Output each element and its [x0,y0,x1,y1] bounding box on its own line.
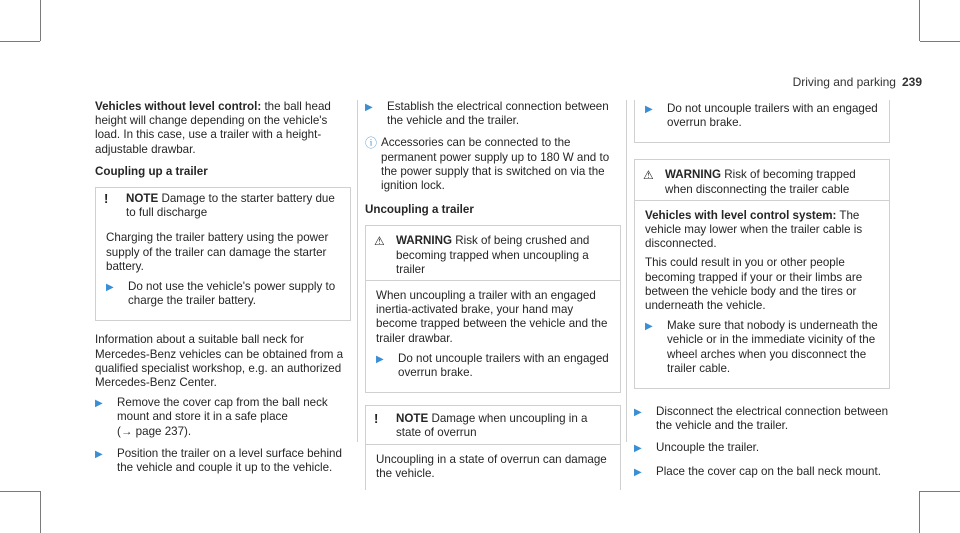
info-text: Accessories can be connected to the permanent power supply up to 180 W and to the power supply that is switched on via the ignition lock. [381,136,610,193]
step-item [634,405,890,433]
page-reference-link[interactable]: (→ page 237). [117,424,192,438]
note-box [365,405,621,490]
warning-label: WARNING [396,234,453,248]
step-item [634,441,890,456]
warning-triangle-icon: ⚠ [374,234,385,249]
note-title: Damage to the starter battery due to full discharge [126,192,335,220]
warning-header [366,226,620,280]
step-arrow-icon: ▶ [365,102,373,113]
warning-box [634,159,890,389]
step-item [634,465,890,480]
warning-step-text: Do not uncouple trailers with an engaged overrun brake. [667,102,878,130]
column-divider [357,100,358,442]
column-3 [634,100,890,488]
note-label: NOTE [126,192,159,206]
note-header [366,406,620,443]
coupling-heading: Coupling up a trailer [95,164,208,178]
warning-continued-body [635,100,889,142]
warning-body2: This could result in you or other people becoming trapped if your or their limbs are between the vehicle body and the tires or underneath the vehicle. [645,256,863,313]
warning-body-text: When uncoupling a trailer with an engaged inertia-activated brake, your hand may become trapped between the vehicle and the trailer drawbar. [376,289,608,345]
step-item [95,396,351,439]
crop-mark [919,0,920,41]
warning-body1: The vehicle may lower when the trailer cable is disconnected. [645,208,863,251]
crop-mark [40,491,41,533]
warning-header-text [665,168,881,196]
info-icon: ⓘ [365,136,378,151]
column-2 [365,100,621,502]
step2-text: Position the trailer on a level surface behind the vehicle and couple it up to the vehicle. [117,446,342,475]
warning-box [365,225,621,393]
note-header-text [396,412,612,440]
info-paragraph: Information about a suitable ball neck for Mercedes-Benz vehicles can be obtained from a qualified specialist workshop, e.g. an authorized Mercedes-Benz Center. [95,333,344,390]
warning-title: Risk of becoming trapped when disconnecting the trailer cable [665,168,856,196]
warning-step [645,319,879,376]
crop-mark [40,0,41,41]
step-text [117,396,351,439]
step2-text: Uncouple the trailer. [656,441,760,455]
crop-mark [0,41,40,42]
crop-mark [920,491,960,492]
step-arrow-icon: ▶ [95,398,103,410]
note-body [366,444,620,490]
page-number: 239 [901,75,922,89]
step-item [365,100,621,128]
warning-step [376,352,610,380]
note-step [106,280,340,308]
warning-title: Risk of being crushed and becoming trapped when uncoupling a trailer [396,234,590,276]
step-arrow-icon: ▶ [645,104,653,115]
warning-continued-box [634,100,890,143]
warning-body [635,200,889,388]
warning-triangle-icon: ⚠ [643,168,654,183]
crop-mark [919,491,920,533]
note-header-text [126,192,342,220]
step1-text: Disconnect the electrical connection between the vehicle and the trailer. [656,405,889,433]
intro-text: the ball head height will change depending on the vehicle's load. In this case, use a trailer with a height-adjustable drawbar. [95,100,331,156]
intro-bold: Vehicles without level control: [95,100,262,113]
note-header [96,188,350,223]
note-body [96,223,350,320]
uncoupling-heading: Uncoupling a trailer [365,203,474,217]
step3-text: Place the cover cap on the ball neck mount. [656,464,881,478]
step-arrow-icon: ▶ [634,466,642,478]
step-arrow-icon: ▶ [106,282,114,294]
note-box [95,187,351,321]
warning-bold: Vehicles with level control system: [645,208,837,222]
section-title: Driving and parking [792,75,896,89]
note-body-text: Charging the trailer battery using the power supply of the trailer can damage the starter battery. [106,231,329,273]
step-arrow-icon: ▶ [634,407,642,419]
note-icon: ! [374,411,379,427]
column-1 [95,100,351,483]
note-label: NOTE [396,412,429,426]
warning-level-control-text [645,209,879,252]
note-step-text: Do not use the vehicle's power supply to charge the trailer battery. [128,280,336,308]
warning-step-text: Do not uncouple trailers with an engaged overrun brake. [398,351,609,380]
warning-header [635,160,889,199]
step-arrow-icon: ▶ [376,353,384,365]
step-arrow-icon: ▶ [634,443,642,455]
intro-paragraph [95,100,351,157]
step1-text: Establish the electrical connection between the vehicle and the trailer. [387,100,609,128]
step-arrow-icon: ▶ [95,448,103,460]
crop-mark [920,41,960,42]
step1-text: Remove the cover cap from the ball neck mount and store it in a safe place [117,396,328,424]
warning-label: WARNING [665,168,722,182]
note-icon: ! [104,191,109,207]
column-divider [626,100,627,442]
warning-step [645,102,879,130]
info-item [365,136,621,193]
note-body-text: Uncoupling in a state of overrun can damage the vehicle. [376,452,607,480]
step-arrow-icon: ▶ [645,321,653,333]
warning-body [366,280,620,392]
step-item [95,447,351,475]
crop-mark [0,491,40,492]
page-header [793,75,922,89]
warning-step-text: Make sure that nobody is underneath the vehicle or in the immediate vicinity of the wheel arches when you disconnect the trailer cable. [667,319,878,375]
note-title: Damage when uncoupling in a state of overrun [396,412,588,440]
warning-header-text [396,234,612,277]
